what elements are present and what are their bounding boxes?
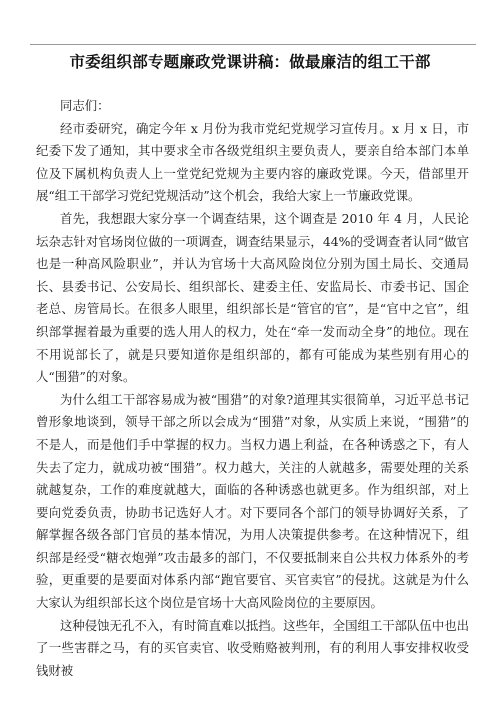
paragraph-4: 这种侵蚀无孔不入，有时简直难以抵挡。这些年，全国组工干部队伍中也出了一些害群之马，有的买官卖官、收受贿赂被判刑，有的利用人事安排权收受钱财被 xyxy=(36,617,469,678)
paragraph-3: 为什么组工干部容易成为被“围猎”的对象?道理其实很简单，习近平总书记曾形象地谈到，领导干部之所以会成为“围猎”对象，从实质上来说，“围猎”的不是人，而是他们手中掌握的权力。当权力遇上利益，在各种诱惑之下，有人失去了定力，就成功被“围猎”。权力越大，关注的人就越多，需要处理的关系就越复杂，工作的难度就越大，面临的各种诱惑也就更多。作为组织部，对上要向党委负责，协助书记选好人才。对下要同各个部门的领导协调好关系，了解掌握各级各部门官员的基本情况，为用人决策提供参考。在这种情况下，组织部是经受“糖衣炮弹”攻击最多的部门，不仅要抵制来自公共权力体系外的考验，更重要的是要面对体系内部“跑官要官、买官卖官”的侵扰。这就是为什么大家认为组织部长这个岗位是官场十大高风险岗位的主要原因。 xyxy=(36,391,469,611)
paragraph-1: 经市委研究，确定今年 x 月份为我市党纪党规学习宣传月。x 月 x 日，市纪委下发了通知，其中要求全市各级党组织主要负责人，要亲自给本部门本单位及下属机构负责人上一堂党纪党规为主要内容的廉政党课。今天，借部里开展“组工干部学习党纪党规活动”这个机会，我给大家上一节廉政党课。 xyxy=(36,120,469,204)
document-title: 市委组织部专题廉政党课讲稿：做最廉洁的组工干部 xyxy=(69,52,431,71)
paragraph-2: 首先，我想跟大家分享一个调查结果，这个调查是 2010 年 4 月，人民论坛杂志针对官场岗位做的一项调查，调查结果显示，44%的受调查者认同“做官也是一种高风险职业”，并认为官场十大高风险岗位分别为国土局长、交通局长、县委书记、公安局长、组织部长、建委主任、安监局长、市委书记、国企老总、房管局长。在很多人眼里，组织部长是“管官的官”，是“官中之官”，组织部掌握着最为重要的选人用人的权力，处在“牵一发而动全身”的地位。现在不用说部长了，就是只要知道你是组织部的，都有可能成为某些别有用心的人“围猎”的对象。 xyxy=(36,210,469,385)
header-divider xyxy=(30,44,476,45)
article-body xyxy=(36,95,469,682)
salutation: 同志们： xyxy=(60,98,110,113)
